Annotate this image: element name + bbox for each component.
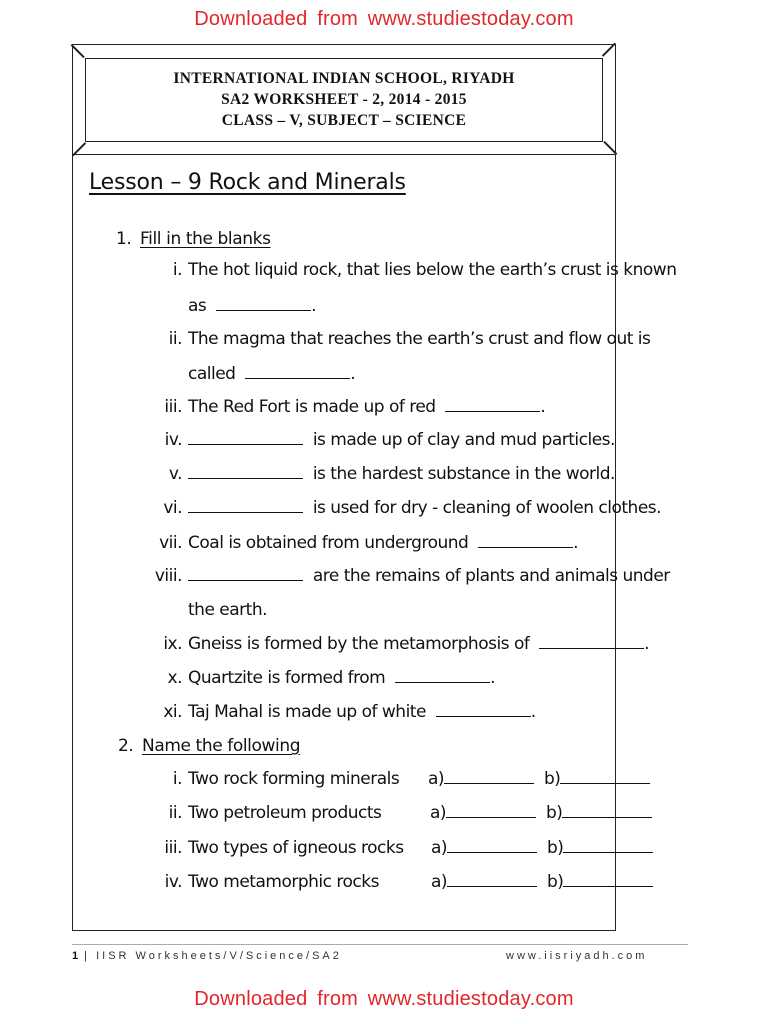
question-item: i. The hot liquid rock, that lies below the earth’s crust is known [172,260,677,280]
answer-blank[interactable] [562,803,652,818]
question-continuation: called . [188,364,356,384]
option-a: a) [431,872,537,892]
question-continuation: as . [188,296,316,316]
class-subject: CLASS – V, SUBJECT – SCIENCE [221,112,467,129]
question-item: vi. is used for dry - cleaning of woolen clothes. [163,498,662,518]
section-title: Fill in the blanks [140,229,271,249]
question-item: vii. Coal is obtained from underground . [159,533,579,553]
option-a: a) [430,803,536,823]
answer-blank[interactable] [478,533,573,548]
question-text: is the hardest substance in the world. [312,464,615,484]
answer-blank[interactable] [447,838,537,853]
school-name: INTERNATIONAL INDIAN SCHOOL, RIYADH [173,70,515,87]
question-text: Two metamorphic rocks [188,872,379,892]
question-text: Two rock forming minerals [188,769,400,789]
answer-blank[interactable] [446,803,536,818]
answer-blank[interactable] [445,397,540,412]
download-banner-top[interactable]: Downloaded from www.studiestoday.com [194,8,574,30]
answer-blank[interactable] [539,634,644,649]
question-continuation: the earth. [188,600,268,620]
naming-item: iii. Two types of igneous rocks [164,838,404,858]
answer-blank[interactable] [444,769,534,784]
question-text: Taj Mahal is made up of white [188,702,426,722]
question-item: viii. are the remains of plants and animals under [154,566,670,586]
answer-blank[interactable] [447,872,537,887]
page-number: 1 [72,950,79,962]
answer-blank[interactable] [188,566,303,581]
option-b: b) [544,769,650,789]
section-1-heading [116,229,271,249]
question-text: Two petroleum products [188,803,382,823]
naming-item: ii. Two petroleum products [168,803,382,823]
section-title: Name the following [142,736,301,756]
question-text: Two types of igneous rocks [188,838,404,858]
section-number: 2. [118,736,134,756]
answer-blank[interactable] [245,364,350,379]
answer-blank[interactable] [395,668,490,683]
answer-blank[interactable] [560,769,650,784]
question-item: ix. Gneiss is formed by the metamorphosis of . [163,634,650,654]
question-text: is made up of clay and mud particles. [312,430,615,450]
question-text: Quartzite is formed from [188,668,386,688]
footer-path: IISR Worksheets/V/Science/SA2 [96,950,342,962]
footer-website[interactable]: www.iisriyadh.com [506,950,648,962]
footer-left: 1 | IISR Worksheets/V/Science/SA2 [72,950,342,962]
lesson-title: Lesson – 9 Rock and Minerals [89,170,406,195]
question-text: Coal is obtained from underground [188,533,469,553]
option-a: a) [428,769,534,789]
footer-divider [72,944,688,945]
question-text: The hot liquid rock, that lies below the earth’s crust is known [188,260,677,280]
question-text: The Red Fort is made up of red [188,397,436,417]
answer-blank[interactable] [188,498,303,513]
option-a: a) [431,838,537,858]
question-text: is used for dry - cleaning of woolen clothes. [312,498,662,518]
download-banner-bottom[interactable]: Downloaded from www.studiestoday.com [194,988,574,1010]
answer-blank[interactable] [188,430,303,445]
naming-item: iv. Two metamorphic rocks [164,872,379,892]
question-item: iii. The Red Fort is made up of red . [164,397,546,417]
answer-blank[interactable] [188,464,303,479]
answer-blank[interactable] [216,296,311,311]
question-item: iv. is made up of clay and mud particles. [164,430,615,450]
option-b: b) [547,838,653,858]
question-item: v. is the hardest substance in the world. [168,464,615,484]
option-b: b) [547,872,653,892]
answer-blank[interactable] [563,838,653,853]
question-item: xi. Taj Mahal is made up of white . [163,702,536,722]
question-item: ii. The magma that reaches the earth’s crust and flow out is [168,329,651,349]
question-item: x. Quartzite is formed from . [167,668,495,688]
answer-blank[interactable] [563,872,653,887]
answer-blank[interactable] [436,702,531,717]
section-number: 1. [116,229,132,249]
school-header [85,68,603,131]
question-text: are the remains of plants and animals under [312,566,670,586]
option-b: b) [546,803,652,823]
question-text: The magma that reaches the earth’s crust and flow out is [188,329,651,349]
question-text: Gneiss is formed by the metamorphosis of [188,634,530,654]
naming-item: i. Two rock forming minerals [172,769,400,789]
worksheet-title: SA2 WORKSHEET - 2, 2014 - 2015 [221,91,467,108]
section-2-heading [118,736,300,756]
